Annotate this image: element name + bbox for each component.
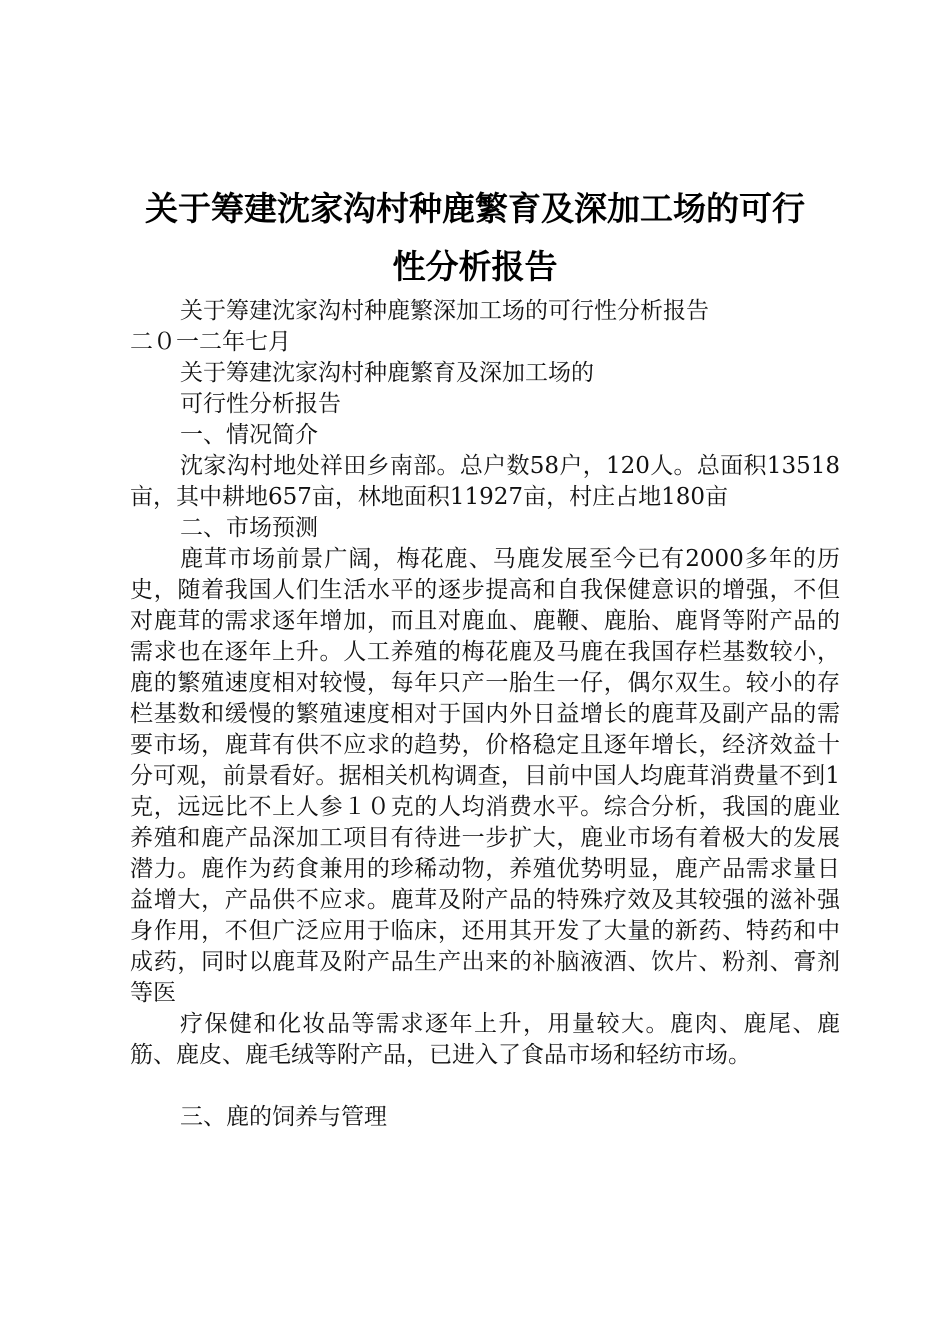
section-heading-breeding: 三、鹿的饲养与管理	[180, 1104, 387, 1130]
report-heading-line-1: 关于筹建沈家沟村种鹿繁育及深加工场的	[180, 360, 594, 386]
report-heading-line-2: 可行性分析报告	[180, 391, 341, 417]
date-line: 二０一二年七月	[130, 329, 291, 355]
document-title-line-2: 性分析报告	[392, 247, 558, 286]
document-body	[130, 296, 840, 1133]
section-heading-market: 二、市场预测	[180, 515, 318, 541]
market-paragraph: 鹿茸市场前景广阔，梅花鹿、马鹿发展至今已有2000多年的历史，随着我国人们生活水平的逐步提高和自我保健意识的增强，不但对鹿茸的需求逐年增加，而且对鹿血、鹿鞭、鹿胎、鹿肾等附产品的需求也在逐年上升。人工养殖的梅花鹿及马鹿在我国存栏基数较小，鹿的繁殖速度相对较慢，每年只产一胎生一仔，偶尔双生。较小的存栏基数和缓慢的繁殖速度相对于国内外日益增长的鹿茸及副产品的需要市场，鹿茸有供不应求的趋势，价格稳定且逐年增长，经济效益十分可观，前景看好。据相关机构调查，目前中国人均鹿茸消费量不到1克，远远比不上人参１０克的人均消费水平。综合分析，我国的鹿业养殖和鹿产品深加工项目有待进一步扩大，鹿业市场有着极大的发展潜力。鹿作为药食兼用的珍稀动物，养殖优势明显，鹿产品需求量日益增大，产品供不应求。鹿茸及附产品的特殊疗效及其较强的滋补强身作用，不但广泛应用于临床，还用其开发了大量的新药、特药和中成药，同时以鹿茸及附产品生产出来的补脑液酒、饮片、粉剂、膏剂等医	[130, 546, 840, 1006]
document-title-line-1: 关于筹建沈家沟村种鹿繁育及深加工场的可行	[145, 189, 805, 228]
subtitle-paragraph: 关于筹建沈家沟村种鹿繁深加工场的可行性分析报告	[180, 298, 709, 324]
section-heading-overview: 一、情况简介	[180, 422, 318, 448]
market-paragraph-continued: 疗保健和化妆品等需求逐年上升，用量较大。鹿肉、鹿尾、鹿筋、鹿皮、鹿毛绒等附产品，已进入了食品市场和轻纺市场。	[130, 1011, 840, 1068]
overview-paragraph: 沈家沟村地处祥田乡南部。总户数58户，120人。总面积13518亩，其中耕地657亩，林地面积11927亩，村庄占地180亩	[130, 453, 840, 510]
